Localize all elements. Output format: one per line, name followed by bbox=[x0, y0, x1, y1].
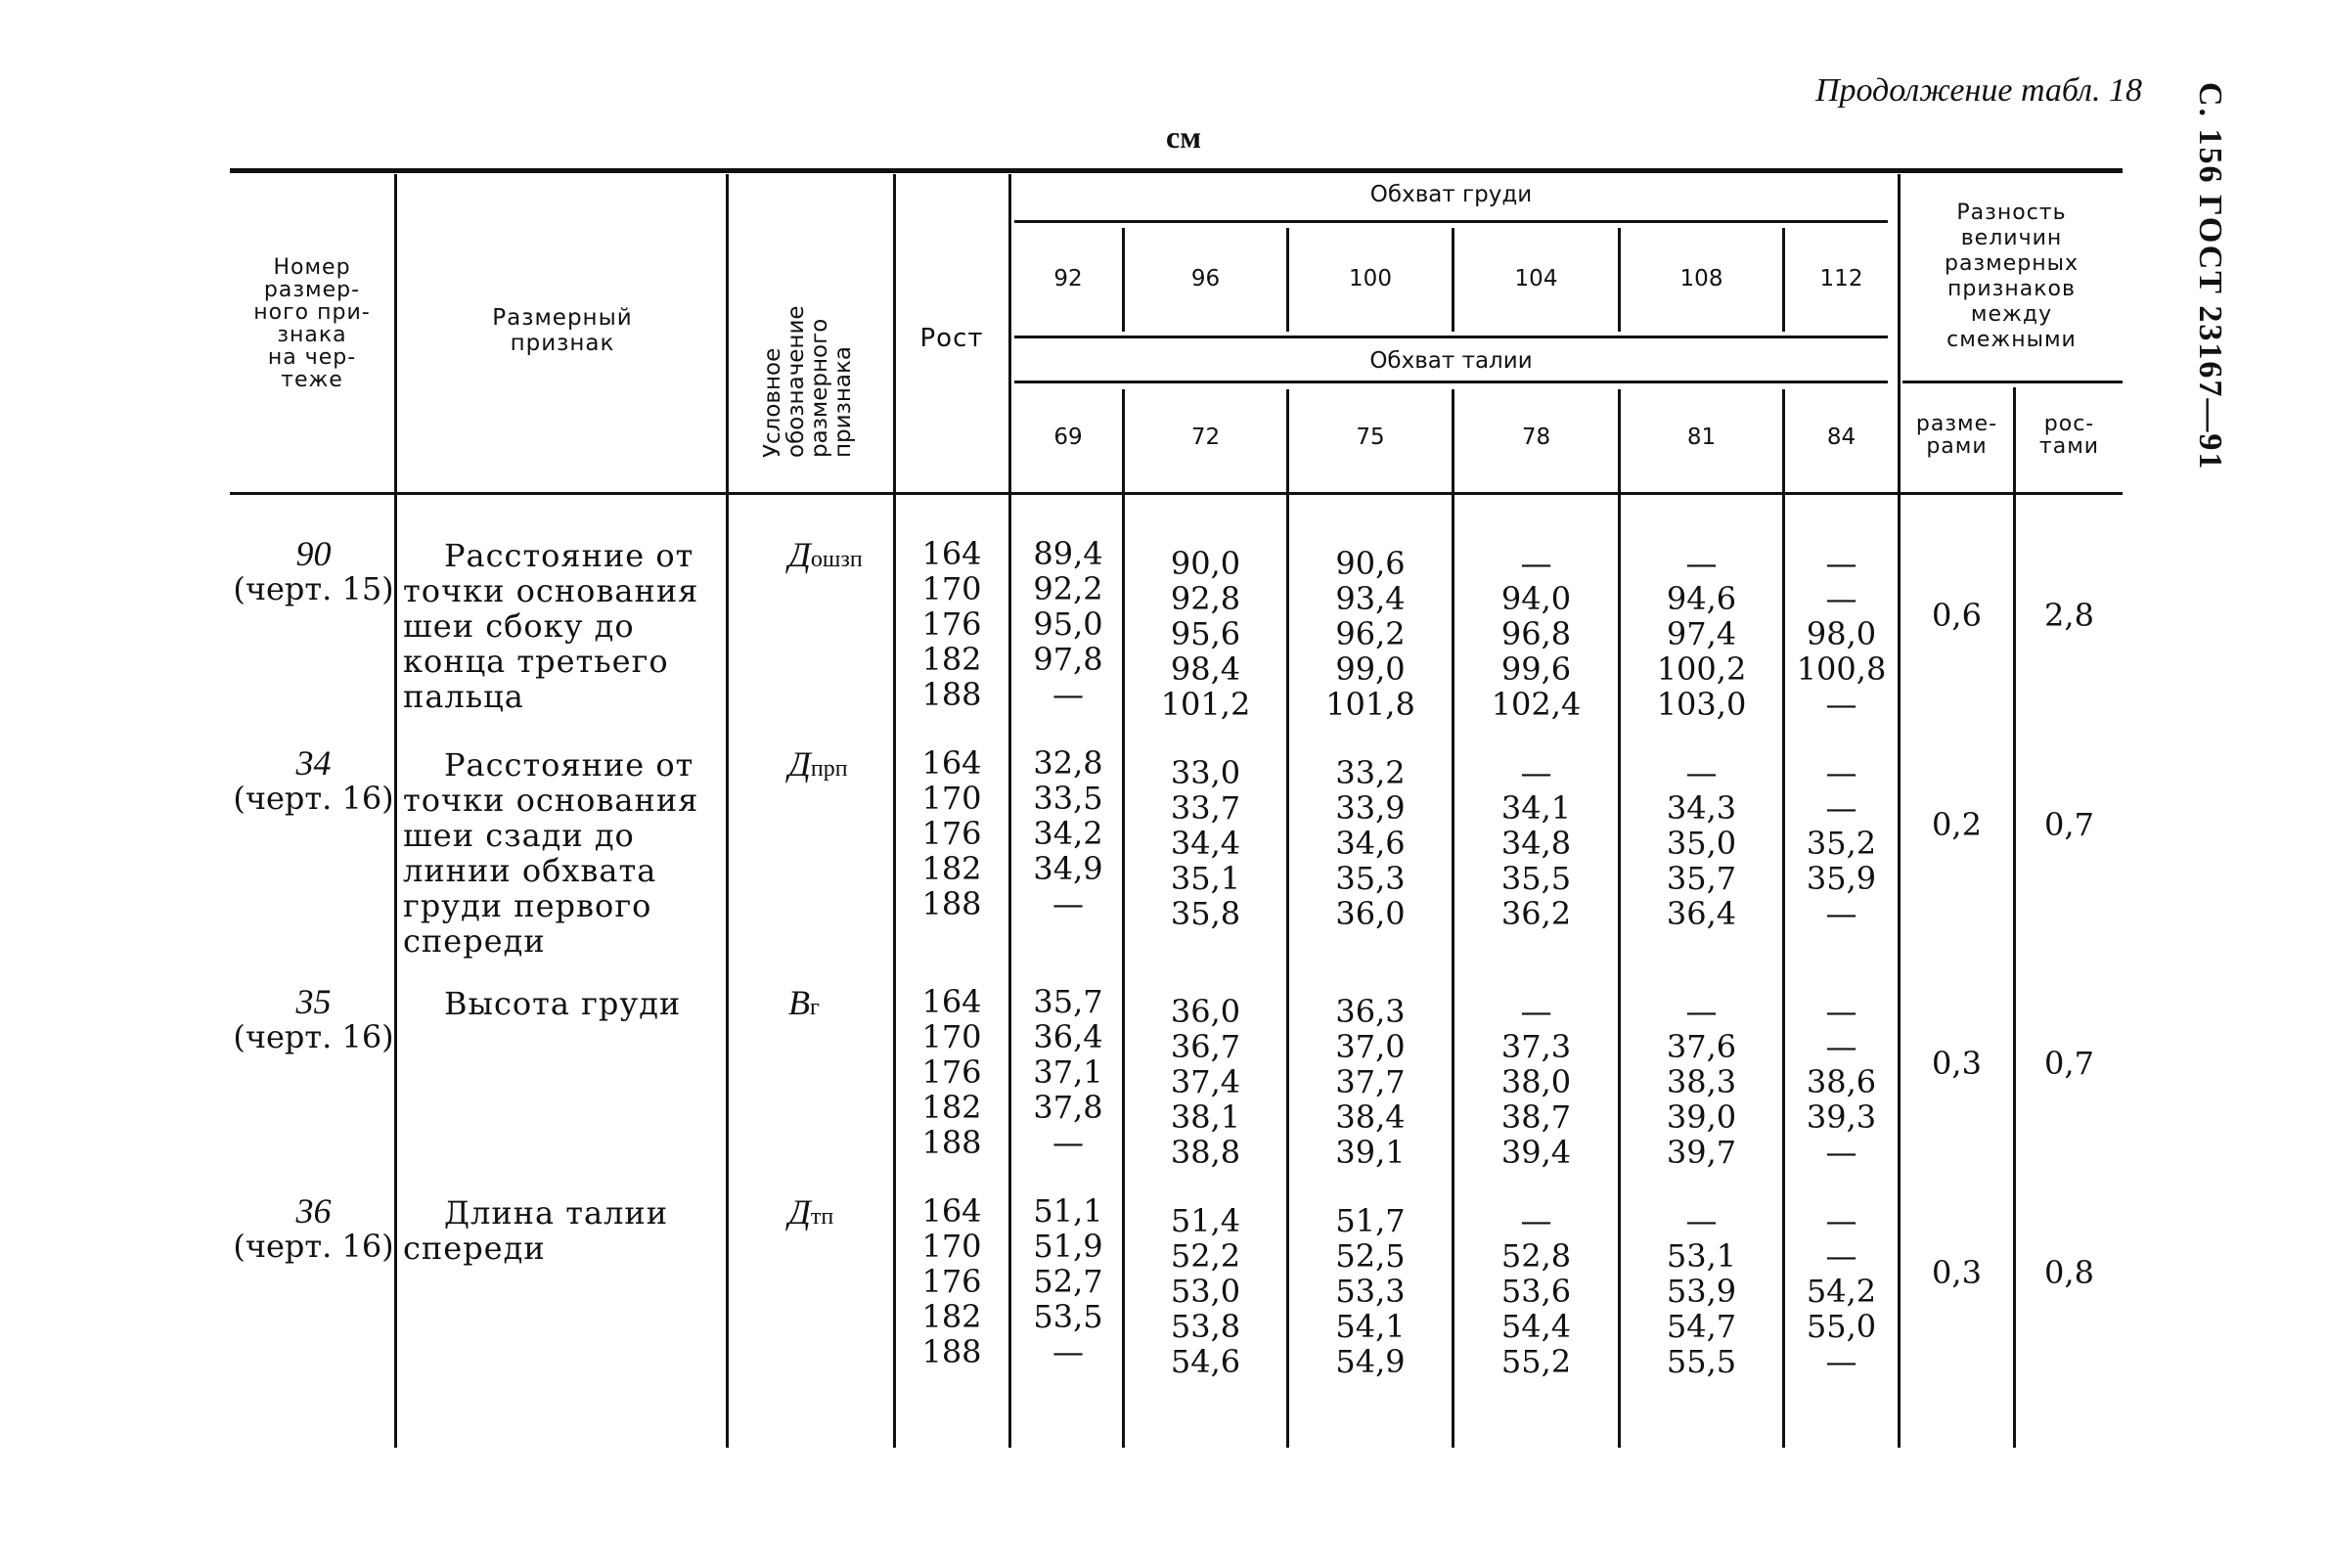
height-value: 170 bbox=[921, 1228, 982, 1265]
cell-value: 36,4 bbox=[1666, 895, 1737, 932]
row-feature-line: шеи сзади до bbox=[403, 817, 635, 854]
row-diff-sizes: 0,2 bbox=[1932, 806, 1982, 843]
cell-value: 38,4 bbox=[1335, 1098, 1406, 1136]
row-diff-heights: 0,7 bbox=[2044, 1045, 2094, 1082]
col-rule-1 bbox=[394, 174, 397, 1448]
cell-value: 90,6 bbox=[1335, 545, 1406, 582]
row-symbol-sub: ошзп bbox=[810, 547, 863, 572]
row-diff-sizes: 0,3 bbox=[1932, 1045, 1982, 1082]
chest-value-104: 104 bbox=[1514, 266, 1558, 291]
cell-value: 37,1 bbox=[1033, 1053, 1103, 1091]
height-value: 182 bbox=[921, 1089, 982, 1126]
row-symbol bbox=[788, 743, 848, 784]
cell-value: — bbox=[1825, 754, 1857, 791]
row-diff-sizes: 0,3 bbox=[1932, 1254, 1982, 1291]
cell-value: 36,2 bbox=[1500, 895, 1572, 932]
cell-value: 54,2 bbox=[1806, 1273, 1877, 1310]
header-bottom-rule bbox=[230, 492, 2123, 495]
cell-value: — bbox=[1520, 754, 1552, 791]
row-value-column bbox=[1785, 1203, 1898, 1379]
cell-value: — bbox=[1825, 545, 1857, 582]
cell-value: — bbox=[1825, 789, 1857, 827]
cell-value: — bbox=[1685, 1202, 1718, 1239]
row-symbol bbox=[788, 982, 820, 1023]
height-value: 188 bbox=[921, 885, 982, 922]
row-diff-heights: 2,8 bbox=[2044, 597, 2094, 634]
cell-value: 95,0 bbox=[1033, 605, 1103, 643]
row-feature-line: спереди bbox=[403, 1230, 546, 1267]
row-value-column bbox=[1621, 994, 1782, 1170]
cell-value: — bbox=[1825, 895, 1857, 932]
cell-value: — bbox=[1825, 1237, 1857, 1275]
cell-value: 53,5 bbox=[1033, 1298, 1103, 1335]
cell-value: 55,0 bbox=[1806, 1308, 1877, 1345]
cell-value: 53,0 bbox=[1170, 1273, 1241, 1310]
waist-value-78: 78 bbox=[1521, 425, 1551, 450]
cell-value: — bbox=[1825, 1134, 1857, 1171]
row-feature-line: Расстояние от bbox=[444, 746, 694, 784]
cell-value: 32,8 bbox=[1033, 744, 1103, 782]
height-value: 170 bbox=[921, 570, 982, 607]
row-symbol-letter: Д bbox=[788, 744, 811, 784]
row-value-column bbox=[1014, 536, 1122, 712]
height-value: 176 bbox=[921, 815, 982, 852]
col-rule-3 bbox=[893, 174, 896, 1448]
row-symbol-letter: Д bbox=[788, 535, 811, 574]
cell-value: 51,1 bbox=[1033, 1192, 1103, 1230]
cell-value: 100,8 bbox=[1796, 650, 1887, 688]
waist-value-84: 84 bbox=[1826, 425, 1856, 450]
cell-value: 54,9 bbox=[1335, 1343, 1406, 1380]
header-chest-label: Обхват груди bbox=[1369, 182, 1533, 207]
cell-value: 35,8 bbox=[1170, 895, 1241, 932]
row-symbol-sub: г bbox=[810, 995, 820, 1020]
height-value: 182 bbox=[921, 1298, 982, 1335]
cell-value: 53,3 bbox=[1335, 1273, 1406, 1310]
cell-value: 33,9 bbox=[1335, 789, 1406, 827]
waist-value-69: 69 bbox=[1053, 425, 1083, 450]
cell-value: — bbox=[1825, 1343, 1857, 1380]
row-value-column bbox=[1125, 546, 1286, 722]
height-value: 170 bbox=[921, 780, 982, 817]
row-symbol bbox=[788, 534, 863, 575]
cell-value: 102,4 bbox=[1491, 686, 1582, 723]
row-number bbox=[233, 1193, 394, 1264]
cell-value: 52,8 bbox=[1500, 1237, 1572, 1275]
row-diff-heights: 0,7 bbox=[2044, 806, 2094, 843]
cell-value: 33,0 bbox=[1170, 754, 1241, 791]
row-symbol-sub: прп bbox=[810, 756, 848, 782]
row-number-value: 36 bbox=[295, 1191, 332, 1231]
cell-value: — bbox=[1052, 676, 1084, 713]
cell-value: 55,5 bbox=[1666, 1343, 1737, 1380]
cell-value: 54,1 bbox=[1335, 1308, 1406, 1345]
row-value-column bbox=[1125, 755, 1286, 931]
row-heights bbox=[897, 745, 1006, 921]
cell-value: — bbox=[1685, 993, 1718, 1030]
header-waist-label: Обхват талии bbox=[1369, 348, 1533, 374]
row-number-value: 90 bbox=[295, 534, 332, 573]
cell-value: 38,1 bbox=[1170, 1098, 1241, 1136]
cell-value: 92,2 bbox=[1033, 570, 1103, 607]
cell-value: 99,6 bbox=[1500, 650, 1572, 688]
cell-value: 97,8 bbox=[1033, 641, 1103, 678]
cell-value: 51,4 bbox=[1170, 1202, 1241, 1239]
cell-value: 35,5 bbox=[1500, 860, 1572, 897]
cell-value: 38,8 bbox=[1170, 1134, 1241, 1171]
row-value-column bbox=[1454, 546, 1618, 722]
row-value-column bbox=[1289, 546, 1452, 722]
row-feature-line: груди первого bbox=[403, 887, 652, 924]
cell-value: — bbox=[1520, 993, 1552, 1030]
header-height-col: Рост bbox=[919, 324, 984, 353]
cell-value: 37,3 bbox=[1500, 1028, 1572, 1065]
cell-value: 36,7 bbox=[1170, 1028, 1241, 1065]
row-feature-line: линии обхвата bbox=[403, 852, 657, 889]
cell-value: 35,1 bbox=[1170, 860, 1241, 897]
waist-value-72: 72 bbox=[1190, 425, 1221, 450]
cell-value: 34,8 bbox=[1500, 825, 1572, 862]
cell-value: 37,6 bbox=[1666, 1028, 1737, 1065]
cell-value: 39,4 bbox=[1500, 1134, 1572, 1171]
col-rule-2 bbox=[726, 174, 729, 1448]
row-feature bbox=[403, 747, 726, 959]
cell-value: 39,1 bbox=[1335, 1134, 1406, 1171]
cell-value: — bbox=[1825, 580, 1857, 617]
cell-value: 53,8 bbox=[1170, 1308, 1241, 1345]
chest-value-100: 100 bbox=[1349, 266, 1392, 291]
col-rule-4 bbox=[1008, 174, 1011, 1448]
cell-value: 33,2 bbox=[1335, 754, 1406, 791]
height-value: 176 bbox=[921, 1263, 982, 1300]
height-value: 170 bbox=[921, 1018, 982, 1055]
row-feature-line: конца третьего bbox=[403, 643, 669, 680]
cell-value: 90,0 bbox=[1170, 545, 1241, 582]
cell-value: 35,3 bbox=[1335, 860, 1406, 897]
row-symbol bbox=[788, 1191, 833, 1232]
cell-value: 95,6 bbox=[1170, 615, 1241, 652]
row-value-column bbox=[1621, 755, 1782, 931]
header-symbol-col: Условное обозначение размерного признака bbox=[760, 305, 856, 458]
row-feature-line: Длина талии bbox=[444, 1194, 669, 1232]
cell-value: 36,4 bbox=[1033, 1018, 1103, 1055]
cell-value: 36,3 bbox=[1335, 993, 1406, 1030]
cell-value: — bbox=[1825, 1028, 1857, 1065]
row-feature-line: точки основания bbox=[403, 782, 699, 819]
cell-value: 33,7 bbox=[1170, 789, 1241, 827]
chest-header-rule bbox=[1014, 220, 1888, 223]
row-value-column bbox=[1289, 994, 1452, 1170]
cell-value: 54,6 bbox=[1170, 1343, 1241, 1380]
cell-value: 37,8 bbox=[1033, 1089, 1103, 1126]
height-value: 182 bbox=[921, 850, 982, 887]
height-value: 188 bbox=[921, 676, 982, 713]
chest-value-112: 112 bbox=[1819, 266, 1863, 291]
cell-value: 34,1 bbox=[1500, 789, 1572, 827]
row-symbol-sub: тп bbox=[810, 1204, 834, 1230]
cell-value: 38,3 bbox=[1666, 1063, 1737, 1100]
cell-value: — bbox=[1520, 545, 1552, 582]
height-value: 188 bbox=[921, 1124, 982, 1161]
cell-value: 37,7 bbox=[1335, 1063, 1406, 1100]
row-number-value: 35 bbox=[295, 982, 332, 1021]
cell-value: 35,7 bbox=[1666, 860, 1737, 897]
cell-value: 53,6 bbox=[1500, 1273, 1572, 1310]
cell-value: — bbox=[1825, 1202, 1857, 1239]
cell-value: 37,4 bbox=[1170, 1063, 1241, 1100]
cell-value: — bbox=[1052, 1124, 1084, 1161]
cell-value: 96,8 bbox=[1500, 615, 1572, 652]
cell-value: 89,4 bbox=[1033, 535, 1103, 572]
row-feature-line: точки основания bbox=[403, 572, 699, 609]
row-drawing-ref: (черт. 16) bbox=[233, 780, 394, 817]
row-value-column bbox=[1125, 994, 1286, 1170]
row-value-column bbox=[1785, 546, 1898, 722]
row-heights bbox=[897, 536, 1006, 712]
cell-value: 94,6 bbox=[1666, 580, 1737, 617]
row-value-column bbox=[1289, 755, 1452, 931]
cell-value: 53,9 bbox=[1666, 1273, 1737, 1310]
row-feature-line: Высота груди bbox=[444, 985, 682, 1022]
waist-label-rule bbox=[1014, 381, 1888, 383]
row-diff-sizes: 0,6 bbox=[1932, 597, 1982, 634]
row-number-value: 34 bbox=[295, 743, 332, 783]
chest-values-rule bbox=[1014, 336, 1888, 338]
cell-value: 34,2 bbox=[1033, 815, 1103, 852]
header-number-col: Номер размер- ного при- знака на чер- теже bbox=[253, 255, 371, 392]
cell-value: 54,4 bbox=[1500, 1308, 1572, 1345]
height-value: 176 bbox=[921, 1053, 982, 1091]
row-drawing-ref: (черт. 16) bbox=[233, 1018, 394, 1055]
cell-value: 103,0 bbox=[1656, 686, 1747, 723]
cell-value: 99,0 bbox=[1335, 650, 1406, 688]
waist-value-81: 81 bbox=[1686, 425, 1717, 450]
header-feature-col: Размерный признак bbox=[492, 305, 633, 356]
row-heights bbox=[897, 984, 1006, 1160]
cell-value: 39,3 bbox=[1806, 1098, 1877, 1136]
row-feature bbox=[403, 1195, 726, 1266]
cell-value: — bbox=[1825, 686, 1857, 723]
cell-value: 35,7 bbox=[1033, 983, 1103, 1020]
row-value-column bbox=[1014, 745, 1122, 921]
row-value-column bbox=[1785, 755, 1898, 931]
cell-value: — bbox=[1052, 1333, 1084, 1370]
row-number bbox=[233, 745, 394, 816]
row-value-column bbox=[1454, 1203, 1618, 1379]
cell-value: 51,9 bbox=[1033, 1228, 1103, 1265]
cell-value: 94,0 bbox=[1500, 580, 1572, 617]
cell-value: 39,7 bbox=[1666, 1134, 1737, 1171]
cell-value: 98,0 bbox=[1806, 615, 1877, 652]
cell-value: 38,0 bbox=[1500, 1063, 1572, 1100]
cell-value: 34,6 bbox=[1335, 825, 1406, 862]
row-feature bbox=[403, 538, 726, 714]
row-feature-line: шеи сбоку до bbox=[403, 607, 635, 645]
row-value-column bbox=[1621, 1203, 1782, 1379]
row-value-column bbox=[1014, 1193, 1122, 1369]
row-value-column bbox=[1621, 546, 1782, 722]
cell-value: 93,4 bbox=[1335, 580, 1406, 617]
row-drawing-ref: (черт. 16) bbox=[233, 1228, 394, 1265]
cell-value: 52,2 bbox=[1170, 1237, 1241, 1275]
cell-value: 52,7 bbox=[1033, 1263, 1103, 1300]
cell-value: 38,7 bbox=[1500, 1098, 1572, 1136]
row-value-column bbox=[1289, 1203, 1452, 1379]
row-feature bbox=[403, 986, 726, 1021]
cell-value: 36,0 bbox=[1335, 895, 1406, 932]
table-caption: Продолжение табл. 18 bbox=[1814, 72, 2142, 109]
cell-value: — bbox=[1685, 545, 1718, 582]
chest-value-108: 108 bbox=[1679, 266, 1723, 291]
cell-value: 35,9 bbox=[1806, 860, 1877, 897]
cell-value: — bbox=[1825, 993, 1857, 1030]
header-diff-heights: рос- тами bbox=[2038, 412, 2100, 459]
chest-value-96: 96 bbox=[1190, 266, 1221, 291]
height-value: 188 bbox=[921, 1333, 982, 1370]
row-value-column bbox=[1454, 994, 1618, 1170]
row-feature-line: Расстояние от bbox=[444, 537, 694, 574]
cell-value: 51,7 bbox=[1335, 1202, 1406, 1239]
row-symbol-letter: В bbox=[788, 983, 810, 1022]
height-value: 164 bbox=[921, 744, 982, 782]
row-value-column bbox=[1454, 755, 1618, 931]
cell-value: 38,6 bbox=[1806, 1063, 1877, 1100]
row-number bbox=[233, 536, 394, 606]
cell-value: 35,0 bbox=[1666, 825, 1737, 862]
row-feature-line: спереди bbox=[403, 922, 546, 960]
row-drawing-ref: (черт. 15) bbox=[233, 570, 394, 607]
height-value: 164 bbox=[921, 535, 982, 572]
cell-value: 98,4 bbox=[1170, 650, 1241, 688]
row-diff-heights: 0,8 bbox=[2044, 1254, 2094, 1291]
cell-value: 97,4 bbox=[1666, 615, 1737, 652]
height-value: 176 bbox=[921, 605, 982, 643]
height-value: 164 bbox=[921, 983, 982, 1020]
row-value-column bbox=[1785, 994, 1898, 1170]
row-value-column bbox=[1014, 984, 1122, 1160]
chest-value-92: 92 bbox=[1053, 266, 1083, 291]
table-top-rule bbox=[230, 168, 2123, 173]
cell-value: 101,8 bbox=[1325, 686, 1415, 723]
header-diff-col: Разность величин размерных признаков между смежными bbox=[1944, 201, 2079, 352]
cell-value: 33,5 bbox=[1033, 780, 1103, 817]
cell-value: — bbox=[1685, 754, 1718, 791]
header-diff-sizes: разме- рами bbox=[1915, 412, 1998, 459]
cell-value: — bbox=[1520, 1202, 1552, 1239]
row-symbol-letter: Д bbox=[788, 1192, 811, 1232]
cell-value: 101,2 bbox=[1160, 686, 1251, 723]
cell-value: 55,2 bbox=[1500, 1343, 1572, 1380]
cell-value: 100,2 bbox=[1656, 650, 1747, 688]
cell-value: 92,8 bbox=[1170, 580, 1241, 617]
cell-value: 54,7 bbox=[1666, 1308, 1737, 1345]
diff-header-rule bbox=[1902, 381, 2123, 383]
cell-value: 36,0 bbox=[1170, 993, 1241, 1030]
cell-value: 34,9 bbox=[1033, 850, 1103, 887]
unit-label: см bbox=[1166, 119, 1201, 155]
cell-value: 39,0 bbox=[1666, 1098, 1737, 1136]
page-side-label-text: С. 156 ГОСТ 23167—91 bbox=[2192, 82, 2228, 471]
cell-value: 96,2 bbox=[1335, 615, 1406, 652]
cell-value: 35,2 bbox=[1806, 825, 1877, 862]
row-number bbox=[233, 984, 394, 1054]
height-value: 164 bbox=[921, 1192, 982, 1230]
height-value: 182 bbox=[921, 641, 982, 678]
cell-value: — bbox=[1052, 885, 1084, 922]
cell-value: 53,1 bbox=[1666, 1237, 1737, 1275]
cell-value: 34,4 bbox=[1170, 825, 1241, 862]
waist-value-75: 75 bbox=[1356, 425, 1385, 450]
row-feature-line: пальца bbox=[403, 678, 524, 715]
row-heights bbox=[897, 1193, 1006, 1369]
cell-value: 37,0 bbox=[1335, 1028, 1406, 1065]
row-value-column bbox=[1125, 1203, 1286, 1379]
cell-value: 52,5 bbox=[1335, 1237, 1406, 1275]
cell-value: 34,3 bbox=[1666, 789, 1737, 827]
